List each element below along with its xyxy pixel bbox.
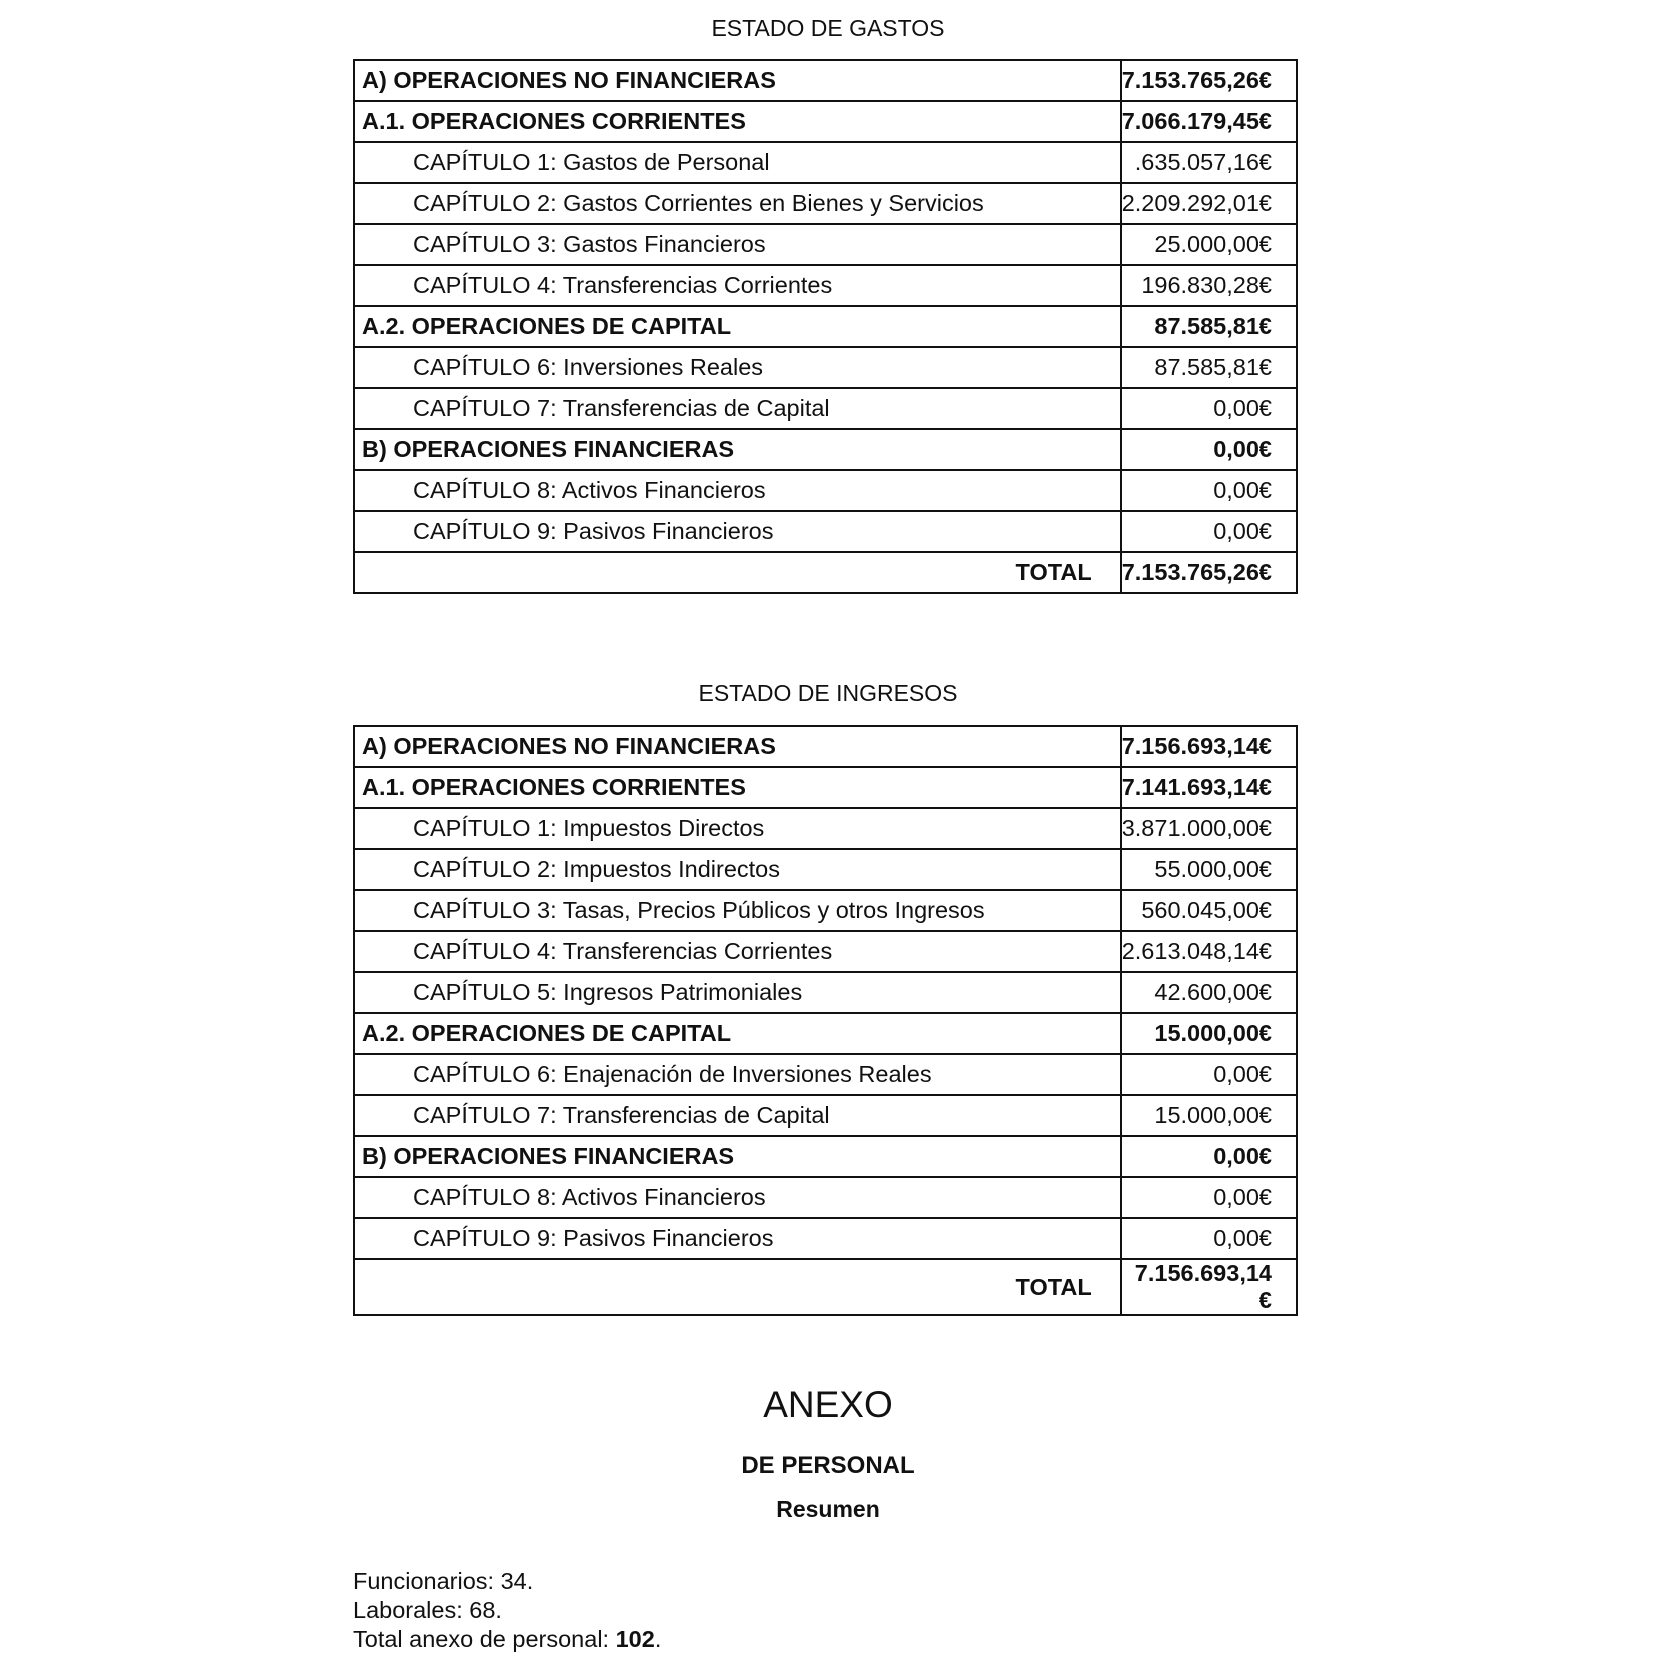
anexo-title: ANEXO xyxy=(763,1384,893,1425)
row-amount: 42.600,00€ xyxy=(1121,972,1297,1013)
row-label: CAPÍTULO 2: Gastos Corrientes en Bienes y Servicios xyxy=(354,183,1121,224)
chapter-row xyxy=(354,347,1297,388)
row-amount: 25.000,00€ xyxy=(1121,224,1297,265)
section-row xyxy=(354,1013,1297,1054)
row-label: CAPÍTULO 1: Gastos de Personal xyxy=(354,142,1121,183)
row-amount: 3.871.000,00€ xyxy=(1121,808,1297,849)
row-amount: 7.141.693,14€ xyxy=(1121,767,1297,808)
row-amount: 55.000,00€ xyxy=(1121,849,1297,890)
row-amount: 7.156.693,14€ xyxy=(1121,726,1297,767)
chapter-row xyxy=(354,1054,1297,1095)
gastos-table xyxy=(353,59,1298,594)
row-amount: .635.057,16€ xyxy=(1121,142,1297,183)
summary-line-laborales xyxy=(353,1596,661,1625)
summary-value: 34 xyxy=(500,1568,527,1594)
section-row xyxy=(354,101,1297,142)
summary-line-total xyxy=(353,1625,661,1654)
ingresos-table xyxy=(353,725,1298,1316)
row-label: TOTAL xyxy=(354,552,1121,593)
chapter-row xyxy=(354,511,1297,552)
row-amount: 7.153.765,26€ xyxy=(1121,60,1297,101)
row-label: A.1. OPERACIONES CORRIENTES xyxy=(354,101,1121,142)
row-amount: 560.045,00€ xyxy=(1121,890,1297,931)
row-label: CAPÍTULO 8: Activos Financieros xyxy=(354,1177,1121,1218)
row-amount: 196.830,28€ xyxy=(1121,265,1297,306)
row-amount: 0,00€ xyxy=(1121,429,1297,470)
row-amount: 0,00€ xyxy=(1121,511,1297,552)
row-label: A.1. OPERACIONES CORRIENTES xyxy=(354,767,1121,808)
row-amount: 7.156.693,14 € xyxy=(1121,1259,1297,1315)
chapter-row xyxy=(354,265,1297,306)
chapter-row xyxy=(354,183,1297,224)
section-row xyxy=(354,429,1297,470)
row-label: CAPÍTULO 3: Tasas, Precios Públicos y otros Ingresos xyxy=(354,890,1121,931)
summary-suffix: . xyxy=(526,1568,534,1594)
row-label: B) OPERACIONES FINANCIERAS xyxy=(354,1136,1121,1177)
summary-label: Total anexo de personal: xyxy=(353,1626,616,1652)
row-label: A) OPERACIONES NO FINANCIERAS xyxy=(354,60,1121,101)
section-row xyxy=(354,726,1297,767)
row-label: B) OPERACIONES FINANCIERAS xyxy=(354,429,1121,470)
chapter-row xyxy=(354,890,1297,931)
chapter-row xyxy=(354,931,1297,972)
summary-line-funcionarios xyxy=(353,1567,661,1596)
row-amount: 0,00€ xyxy=(1121,470,1297,511)
row-label: CAPÍTULO 7: Transferencias de Capital xyxy=(354,1095,1121,1136)
summary-label: Laborales: xyxy=(353,1597,470,1623)
row-label: CAPÍTULO 3: Gastos Financieros xyxy=(354,224,1121,265)
chapter-row xyxy=(354,1095,1297,1136)
summary-heading: Resumen xyxy=(776,1496,880,1522)
summary-value: 68 xyxy=(469,1597,496,1623)
summary-suffix: . xyxy=(495,1597,502,1623)
row-amount: 7.066.179,45€ xyxy=(1121,101,1297,142)
row-label: CAPÍTULO 6: Enajenación de Inversiones Reales xyxy=(354,1054,1121,1095)
chapter-row xyxy=(354,142,1297,183)
row-amount: 2.613.048,14€ xyxy=(1121,931,1297,972)
row-amount: 15.000,00€ xyxy=(1121,1013,1297,1054)
row-amount: 2.209.292,01€ xyxy=(1121,183,1297,224)
chapter-row xyxy=(354,470,1297,511)
row-label: CAPÍTULO 5: Ingresos Patrimoniales xyxy=(354,972,1121,1013)
section-row xyxy=(354,767,1297,808)
row-label: CAPÍTULO 8: Activos Financieros xyxy=(354,470,1121,511)
row-amount: 0,00€ xyxy=(1121,388,1297,429)
chapter-row xyxy=(354,224,1297,265)
row-label: A) OPERACIONES NO FINANCIERAS xyxy=(354,726,1121,767)
row-amount: 0,00€ xyxy=(1121,1054,1297,1095)
row-label: CAPÍTULO 6: Inversiones Reales xyxy=(354,347,1121,388)
gastos-title: ESTADO DE GASTOS xyxy=(711,15,945,41)
row-amount: 7.153.765,26€ xyxy=(1121,552,1297,593)
row-label: CAPÍTULO 7: Transferencias de Capital xyxy=(354,388,1121,429)
row-amount: 15.000,00€ xyxy=(1121,1095,1297,1136)
ingresos-title: ESTADO DE INGRESOS xyxy=(698,680,958,706)
row-amount: 0,00€ xyxy=(1121,1136,1297,1177)
chapter-row xyxy=(354,1177,1297,1218)
total-row xyxy=(354,552,1297,593)
chapter-row xyxy=(354,388,1297,429)
section-row xyxy=(354,1136,1297,1177)
section-row xyxy=(354,60,1297,101)
row-amount: 0,00€ xyxy=(1121,1218,1297,1259)
section-row xyxy=(354,306,1297,347)
row-label: CAPÍTULO 4: Transferencias Corrientes xyxy=(354,265,1121,306)
row-label: CAPÍTULO 4: Transferencias Corrientes xyxy=(354,931,1121,972)
chapter-row xyxy=(354,849,1297,890)
summary-suffix: . xyxy=(654,1626,662,1652)
row-label: CAPÍTULO 1: Impuestos Directos xyxy=(354,808,1121,849)
summary-total-value: 102 xyxy=(615,1626,655,1652)
total-row xyxy=(354,1259,1297,1315)
row-amount: 0,00€ xyxy=(1121,1177,1297,1218)
row-label: TOTAL xyxy=(354,1259,1121,1315)
row-label: CAPÍTULO 2: Impuestos Indirectos xyxy=(354,849,1121,890)
chapter-row xyxy=(354,1218,1297,1259)
row-label: A.2. OPERACIONES DE CAPITAL xyxy=(354,1013,1121,1054)
chapter-row xyxy=(354,808,1297,849)
row-label: A.2. OPERACIONES DE CAPITAL xyxy=(354,306,1121,347)
chapter-row xyxy=(354,972,1297,1013)
summary-label: Funcionarios: xyxy=(353,1568,501,1594)
anexo-subtitle: DE PERSONAL xyxy=(741,1452,915,1479)
personnel-summary xyxy=(353,1567,661,1654)
row-label: CAPÍTULO 9: Pasivos Financieros xyxy=(354,1218,1121,1259)
row-amount: 87.585,81€ xyxy=(1121,347,1297,388)
row-label: CAPÍTULO 9: Pasivos Financieros xyxy=(354,511,1121,552)
row-amount: 87.585,81€ xyxy=(1121,306,1297,347)
